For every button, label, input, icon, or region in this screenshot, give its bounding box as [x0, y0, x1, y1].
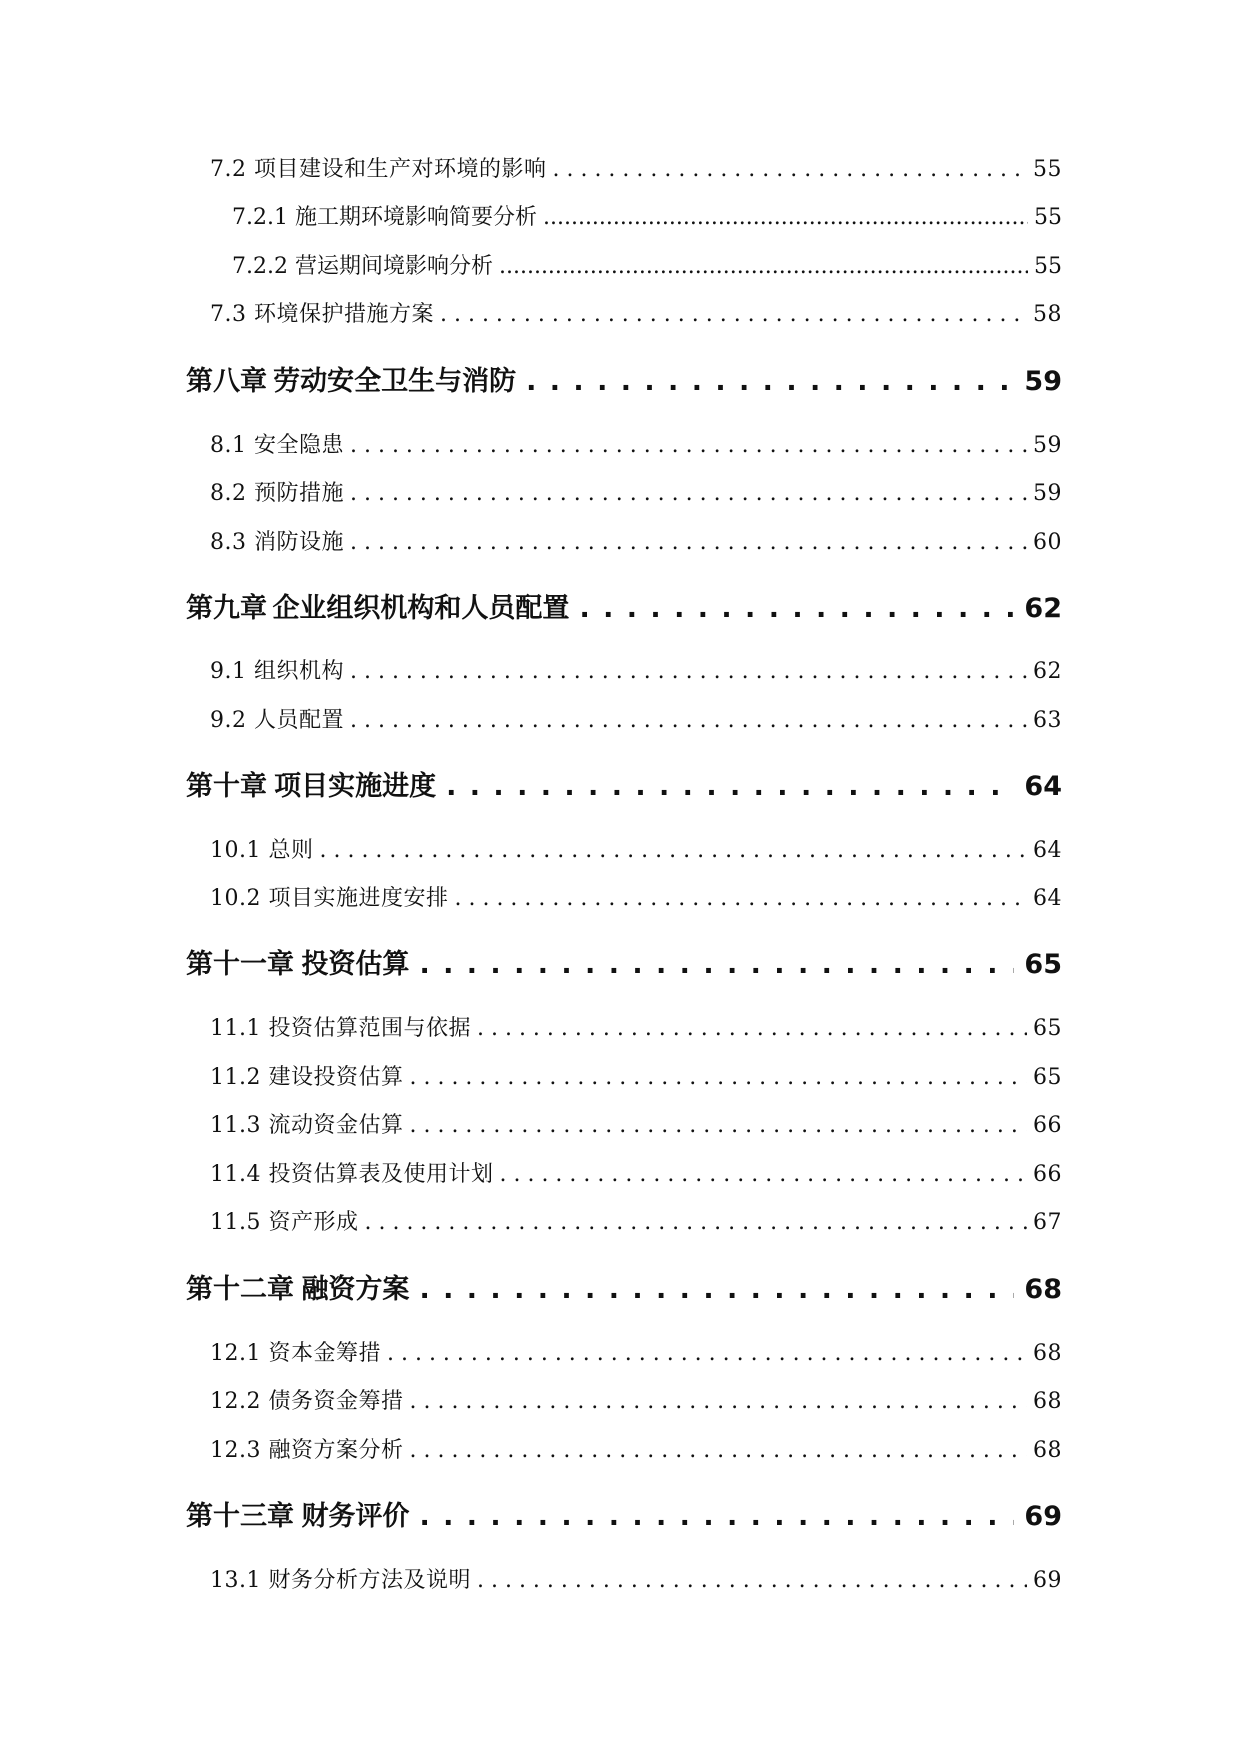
toc-entry-page: 59 [1033, 433, 1062, 458]
toc-chapter-11[interactable] [186, 942, 1062, 981]
toc-dot-leader [419, 1274, 1014, 1305]
toc-chapter-number: 第十二章 [186, 1274, 294, 1305]
toc-chapter-title: 项目实施进度 [274, 771, 437, 802]
toc-entry-9-1[interactable] [210, 654, 1062, 685]
toc-entry-10-2[interactable] [210, 881, 1062, 912]
toc-entry-8-2[interactable] [210, 476, 1062, 507]
toc-entry-12-3[interactable] [210, 1433, 1062, 1464]
toc-dot-leader [543, 205, 1028, 230]
toc-entry-7-2[interactable] [210, 152, 1062, 183]
toc-chapter-title: 劳动安全卫生与消防 [273, 366, 517, 397]
toc-entry-13-1[interactable] [210, 1563, 1062, 1594]
toc-entry-title: 10.1 总则 [210, 838, 314, 863]
toc-chapter-10[interactable] [186, 764, 1062, 803]
toc-entry-title: 12.3 融资方案分析 [210, 1438, 404, 1463]
toc-dot-leader [477, 1016, 1027, 1041]
toc-entry-page: 69 [1033, 1568, 1062, 1593]
toc-dot-leader [350, 481, 1027, 506]
toc-chapter-title: 企业组织机构和人员配置 [272, 593, 570, 624]
toc-chapter-13[interactable] [186, 1494, 1062, 1533]
toc-entry-title: 8.3 消防设施 [210, 530, 344, 555]
toc-entry-12-1[interactable] [210, 1336, 1062, 1367]
toc-dot-leader [499, 254, 1028, 279]
toc-chapter-number: 第十一章 [186, 949, 294, 980]
toc-entry-11-3[interactable] [210, 1108, 1062, 1139]
toc-entry-title: 9.1 组织机构 [210, 659, 344, 684]
toc-entry-page: 60 [1033, 530, 1062, 555]
toc-dot-leader [409, 1389, 1027, 1414]
toc-chapter-title: 融资方案 [301, 1274, 410, 1305]
toc-dot-leader [440, 302, 1027, 327]
toc-entry-9-2[interactable] [210, 703, 1062, 734]
toc-dot-leader [319, 838, 1027, 863]
toc-entry-page: 66 [1033, 1162, 1062, 1187]
toc-entry-11-4[interactable] [210, 1157, 1062, 1188]
toc-entry-page: 65 [1033, 1016, 1062, 1041]
toc-chapter-page: 69 [1024, 1501, 1062, 1532]
toc-entry-page: 68 [1033, 1389, 1062, 1414]
toc-entry-title: 9.2 人员配置 [210, 708, 344, 733]
toc-chapter-title: 投资估算 [301, 949, 410, 980]
toc-entry-7-2-1[interactable] [232, 200, 1062, 231]
toc-chapter-page: 65 [1024, 949, 1062, 980]
toc-entry-title: 11.5 资产形成 [210, 1210, 359, 1235]
toc-entry-7-2-2[interactable] [232, 249, 1062, 280]
toc-entry-title: 7.2.2 营运期间境影响分析 [232, 254, 493, 279]
toc-entry-title: 11.4 投资估算表及使用计划 [210, 1162, 494, 1187]
toc-entry-page: 65 [1033, 1065, 1062, 1090]
toc-entry-11-1[interactable] [210, 1011, 1062, 1042]
toc-entry-7-3[interactable] [210, 297, 1062, 328]
toc-dot-leader [499, 1162, 1027, 1187]
toc-entry-title: 12.2 债务资金筹措 [210, 1389, 404, 1414]
toc-entry-page: 64 [1033, 838, 1062, 863]
toc-chapter-number: 第九章 [186, 593, 267, 624]
toc-entry-page: 55 [1034, 254, 1062, 279]
toc-chapter-page: 68 [1024, 1274, 1062, 1305]
toc-chapter-page: 62 [1024, 593, 1062, 624]
toc-entry-page: 64 [1033, 886, 1062, 911]
toc-dot-leader [409, 1438, 1027, 1463]
toc-chapter-number: 第八章 [186, 366, 267, 397]
toc-entry-title: 13.1 财务分析方法及说明 [210, 1568, 471, 1593]
toc-entry-page: 63 [1033, 708, 1062, 733]
toc-dot-leader [350, 433, 1027, 458]
toc-entry-title: 8.1 安全隐患 [210, 433, 344, 458]
toc-dot-leader [364, 1210, 1027, 1235]
toc-entry-title: 7.3 环境保护措施方案 [210, 302, 434, 327]
toc-dot-leader [552, 157, 1027, 182]
toc-chapter-number: 第十章 [186, 771, 267, 802]
toc-entry-title: 7.2 项目建设和生产对环境的影响 [210, 157, 547, 182]
toc-entry-title: 7.2.1 施工期环境影响简要分析 [232, 205, 537, 230]
toc-entry-title: 8.2 预防措施 [210, 481, 344, 506]
toc-chapter-9[interactable] [186, 586, 1062, 625]
toc-chapter-number: 第十三章 [186, 1501, 294, 1532]
toc-entry-page: 59 [1033, 481, 1062, 506]
toc-entry-page: 55 [1034, 205, 1062, 230]
toc-entry-page: 62 [1033, 659, 1062, 684]
toc-entry-title: 11.3 流动资金估算 [210, 1113, 404, 1138]
toc-entry-11-5[interactable] [210, 1205, 1062, 1236]
toc-dot-leader [477, 1568, 1027, 1593]
toc-dot-leader [409, 1065, 1027, 1090]
toc-entry-title: 12.1 资本金筹措 [210, 1341, 381, 1366]
toc-entry-page: 68 [1033, 1438, 1062, 1463]
toc-dot-leader [419, 1501, 1014, 1532]
toc-dot-leader [350, 659, 1027, 684]
toc-dot-leader [350, 708, 1027, 733]
toc-chapter-8[interactable] [186, 359, 1062, 398]
toc-entry-page: 55 [1033, 157, 1062, 182]
toc-chapter-page: 59 [1024, 366, 1062, 397]
toc-entry-11-2[interactable] [210, 1060, 1062, 1091]
toc-entry-page: 68 [1033, 1341, 1062, 1366]
toc-dot-leader [579, 593, 1014, 624]
toc-chapter-page: 64 [1024, 771, 1062, 802]
toc-entry-10-1[interactable] [210, 833, 1062, 864]
toc-entry-8-3[interactable] [210, 525, 1062, 556]
toc-entry-8-1[interactable] [210, 428, 1062, 459]
toc-dot-leader [409, 1113, 1027, 1138]
toc-entry-page: 67 [1033, 1210, 1062, 1235]
toc-dot-leader [446, 771, 1014, 802]
toc-entry-12-2[interactable] [210, 1384, 1062, 1415]
toc-entry-page: 66 [1033, 1113, 1062, 1138]
toc-dot-leader [454, 886, 1027, 911]
toc-entry-page: 58 [1033, 302, 1062, 327]
toc-chapter-title: 财务评价 [301, 1501, 410, 1532]
toc-entry-title: 11.2 建设投资估算 [210, 1065, 404, 1090]
toc-dot-leader [387, 1341, 1027, 1366]
toc-entry-title: 11.1 投资估算范围与依据 [210, 1016, 471, 1041]
toc-entry-title: 10.2 项目实施进度安排 [210, 886, 449, 911]
toc-chapter-12[interactable] [186, 1267, 1062, 1306]
toc-dot-leader [419, 949, 1014, 980]
toc-dot-leader [526, 366, 1014, 397]
toc-dot-leader [350, 530, 1027, 555]
